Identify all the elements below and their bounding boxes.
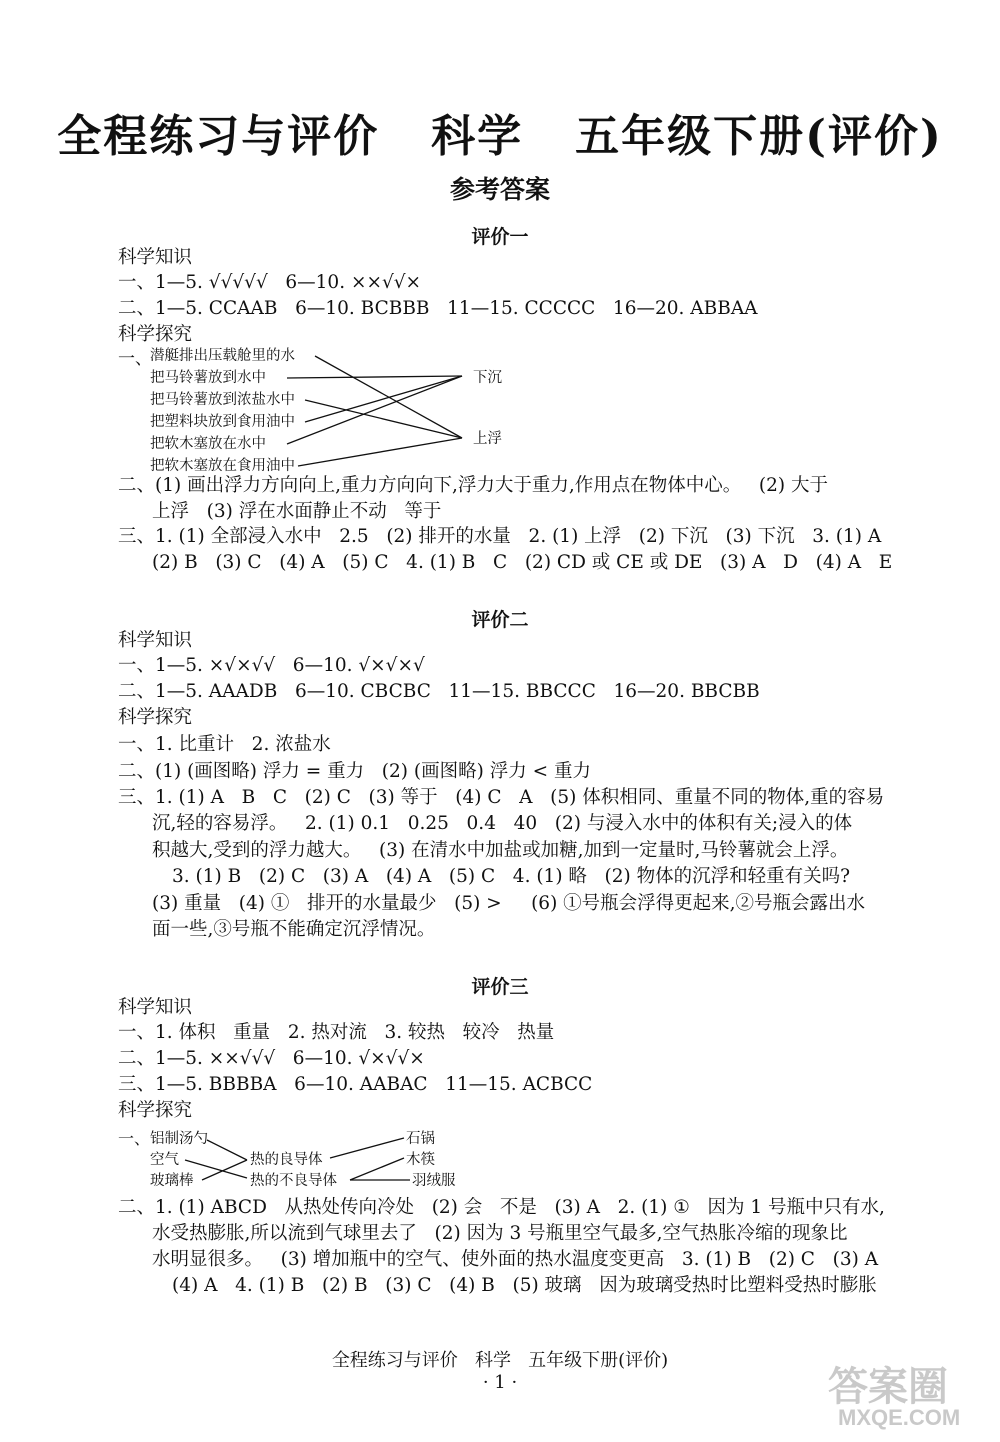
watermark-url: MXQE.COM [838, 1405, 961, 1430]
eval3-match-right-1: 石锅 [406, 1131, 435, 1147]
answer-key-heading: 参考答案 [449, 175, 550, 204]
eval3-match-right-3: 羽绒服 [412, 1173, 456, 1189]
eval3-match-prefix: 一、 [118, 1129, 151, 1148]
eval3-match-line-2 [185, 1160, 247, 1178]
eval3-match-left-2: 空气 [150, 1152, 179, 1168]
eval3-match-line-4 [330, 1138, 404, 1158]
eval3-match-left-1: 铝制汤勺 [150, 1131, 208, 1147]
eval1-match-left-6: 把软木塞放在食用油中 [150, 458, 295, 474]
eval2-knowledge-label: 科学知识 [118, 630, 193, 651]
eval2-knowledge-2: 二、1—5. AAADB 6—10. CBCBC 11—15. BBCCC 16—20. BBCBB [118, 681, 760, 702]
eval2-explore-2: 二、(1) (画图略) 浮力 = 重力 (2) (画图略) 浮力 < 重力 [118, 761, 591, 782]
eval2-explore-3c: 积越大,受到的浮力越大。 (3) 在清水中加盐或加糖,加到一定量时,马铃薯就会上浮。 [152, 840, 849, 861]
eval1-match-right-float: 上浮 [473, 431, 502, 447]
eval3-explore-2a: 二、1. (1) ABCD 从热处传向冷处 (2) 会 不是 (3) A 2. (1) ① 因为 1 号瓶中只有水, [118, 1197, 885, 1218]
eval3-knowledge-3: 三、1—5. BBBBA 6—10. AABAC 11—15. ACBCC [118, 1074, 593, 1095]
eval1-match-left-4: 把塑料块放到食用油中 [150, 414, 295, 430]
eval1-knowledge-label: 科学知识 [118, 247, 193, 268]
eval1-match-line-2 [287, 376, 462, 378]
eval2-heading: 评价二 [471, 609, 529, 631]
eval2-explore-3f: 面一些,③号瓶不能确定沉浮情况。 [152, 919, 436, 940]
eval2-explore-3a: 三、1. (1) A B C (2) C (3) 等于 (4) C A (5) 体积相同、重量不同的物体,重的容易 [118, 787, 885, 808]
eval1-match-right-sink: 下沉 [473, 370, 502, 386]
eval2-knowledge-1: 一、1—5. ×√×√√ 6—10. √×√×√ [118, 655, 425, 676]
eval3-match-line-5 [350, 1158, 404, 1180]
eval1-match-left-3: 把马铃薯放到浓盐水中 [150, 392, 295, 408]
eval2-explore-3e: (3) 重量 (4) ① 排开的水量最少 (5) > (6) ①号瓶会浮得更起来,②号瓶会露出水 [152, 893, 866, 914]
eval3-match-mid-2: 热的不良导体 [250, 1173, 337, 1189]
eval3-match-right-2: 木筷 [406, 1152, 435, 1168]
eval3-explore-label: 科学探究 [118, 1100, 193, 1121]
eval1-knowledge-2: 二、1—5. CCAAB 6—10. BCBBB 11—15. CCCCC 16—20. ABBAA [118, 298, 758, 319]
eval1-knowledge-1: 一、1—5. √√√√√ 6—10. ××√√× [118, 272, 422, 293]
document-title: 全程练习与评价 科学 五年级下册(评价) [57, 111, 943, 162]
eval1-explore-3a: 三、1. (1) 全部浸入水中 2.5 (2) 排开的水量 2. (1) 上浮 (2) 下沉 (3) 下沉 3. (1) A [118, 526, 882, 547]
eval1-explore-label: 科学探究 [118, 324, 193, 345]
eval1-match-prefix: 一、 [118, 349, 152, 369]
eval3-match-line-1 [207, 1140, 247, 1160]
eval2-explore-label: 科学探究 [118, 707, 193, 728]
eval3-knowledge-label: 科学知识 [118, 997, 193, 1018]
watermark [818, 1355, 988, 1435]
eval1-heading: 评价一 [471, 226, 529, 248]
eval1-match-line-3 [305, 400, 462, 438]
eval3-knowledge-2: 二、1—5. ××√√√ 6—10. √×√√× [118, 1048, 425, 1069]
watermark-text: 答案圈 [828, 1363, 948, 1410]
eval3-heading: 评价三 [471, 976, 529, 998]
page-footer: 全程练习与评价 科学 五年级下册(评价) [331, 1350, 669, 1371]
eval3-explore-2b: 水受热膨胀,所以流到气球里去了 (2) 因为 3 号瓶里空气最多,空气热胀冷缩的现象比 [152, 1223, 848, 1244]
eval1-explore-2a: 二、(1) 画出浮力方向向上,重力方向向下,浮力大于重力,作用点在物体中心。 (2) 大于 [118, 475, 828, 496]
eval2-explore-3b: 沉,轻的容易浮。 2. (1) 0.1 0.25 0.4 40 (2) 与浸入水中的体积有关;浸入的体 [152, 813, 853, 834]
eval3-explore-2d: (4) A 4. (1) B (2) B (3) C (4) B (5) 玻璃 因为玻璃受热时比塑料受热时膨胀 [172, 1275, 877, 1296]
eval1-explore-2b: 上浮 (3) 浮在水面静止不动 等于 [152, 501, 442, 522]
eval1-match-line-5 [287, 376, 462, 444]
eval1-match-left-1: 潜艇排出压载舱里的水 [150, 348, 295, 364]
eval2-explore-1: 一、1. 比重计 2. 浓盐水 [118, 734, 331, 755]
eval1-match-line-4 [305, 376, 462, 422]
eval3-knowledge-1: 一、1. 体积 重量 2. 热对流 3. 较热 较冷 热量 [118, 1022, 555, 1043]
eval3-explore-2c: 水明显很多。 (3) 增加瓶中的空气、使外面的热水温度变更高 3. (1) B (2) C (3) A [152, 1249, 879, 1270]
eval1-match-line-6 [298, 438, 462, 466]
eval3-match-mid-1: 热的良导体 [250, 1152, 323, 1168]
eval3-match-left-3: 玻璃棒 [150, 1173, 194, 1189]
eval1-explore-3b: (2) B (3) C (4) A (5) C 4. (1) B C (2) CD 或 CE 或 DE (3) A D (4) A E [152, 552, 893, 573]
eval1-match-left-2: 把马铃薯放到水中 [150, 370, 266, 386]
eval3-match-line-3 [202, 1160, 247, 1180]
page-number: · 1 · [482, 1372, 518, 1393]
eval1-match-left-5: 把软木塞放在水中 [150, 436, 266, 452]
eval2-explore-3d: 3. (1) B (2) C (3) A (4) A (5) C 4. (1) 略 (2) 物体的沉浮和轻重有关吗? [172, 866, 851, 887]
